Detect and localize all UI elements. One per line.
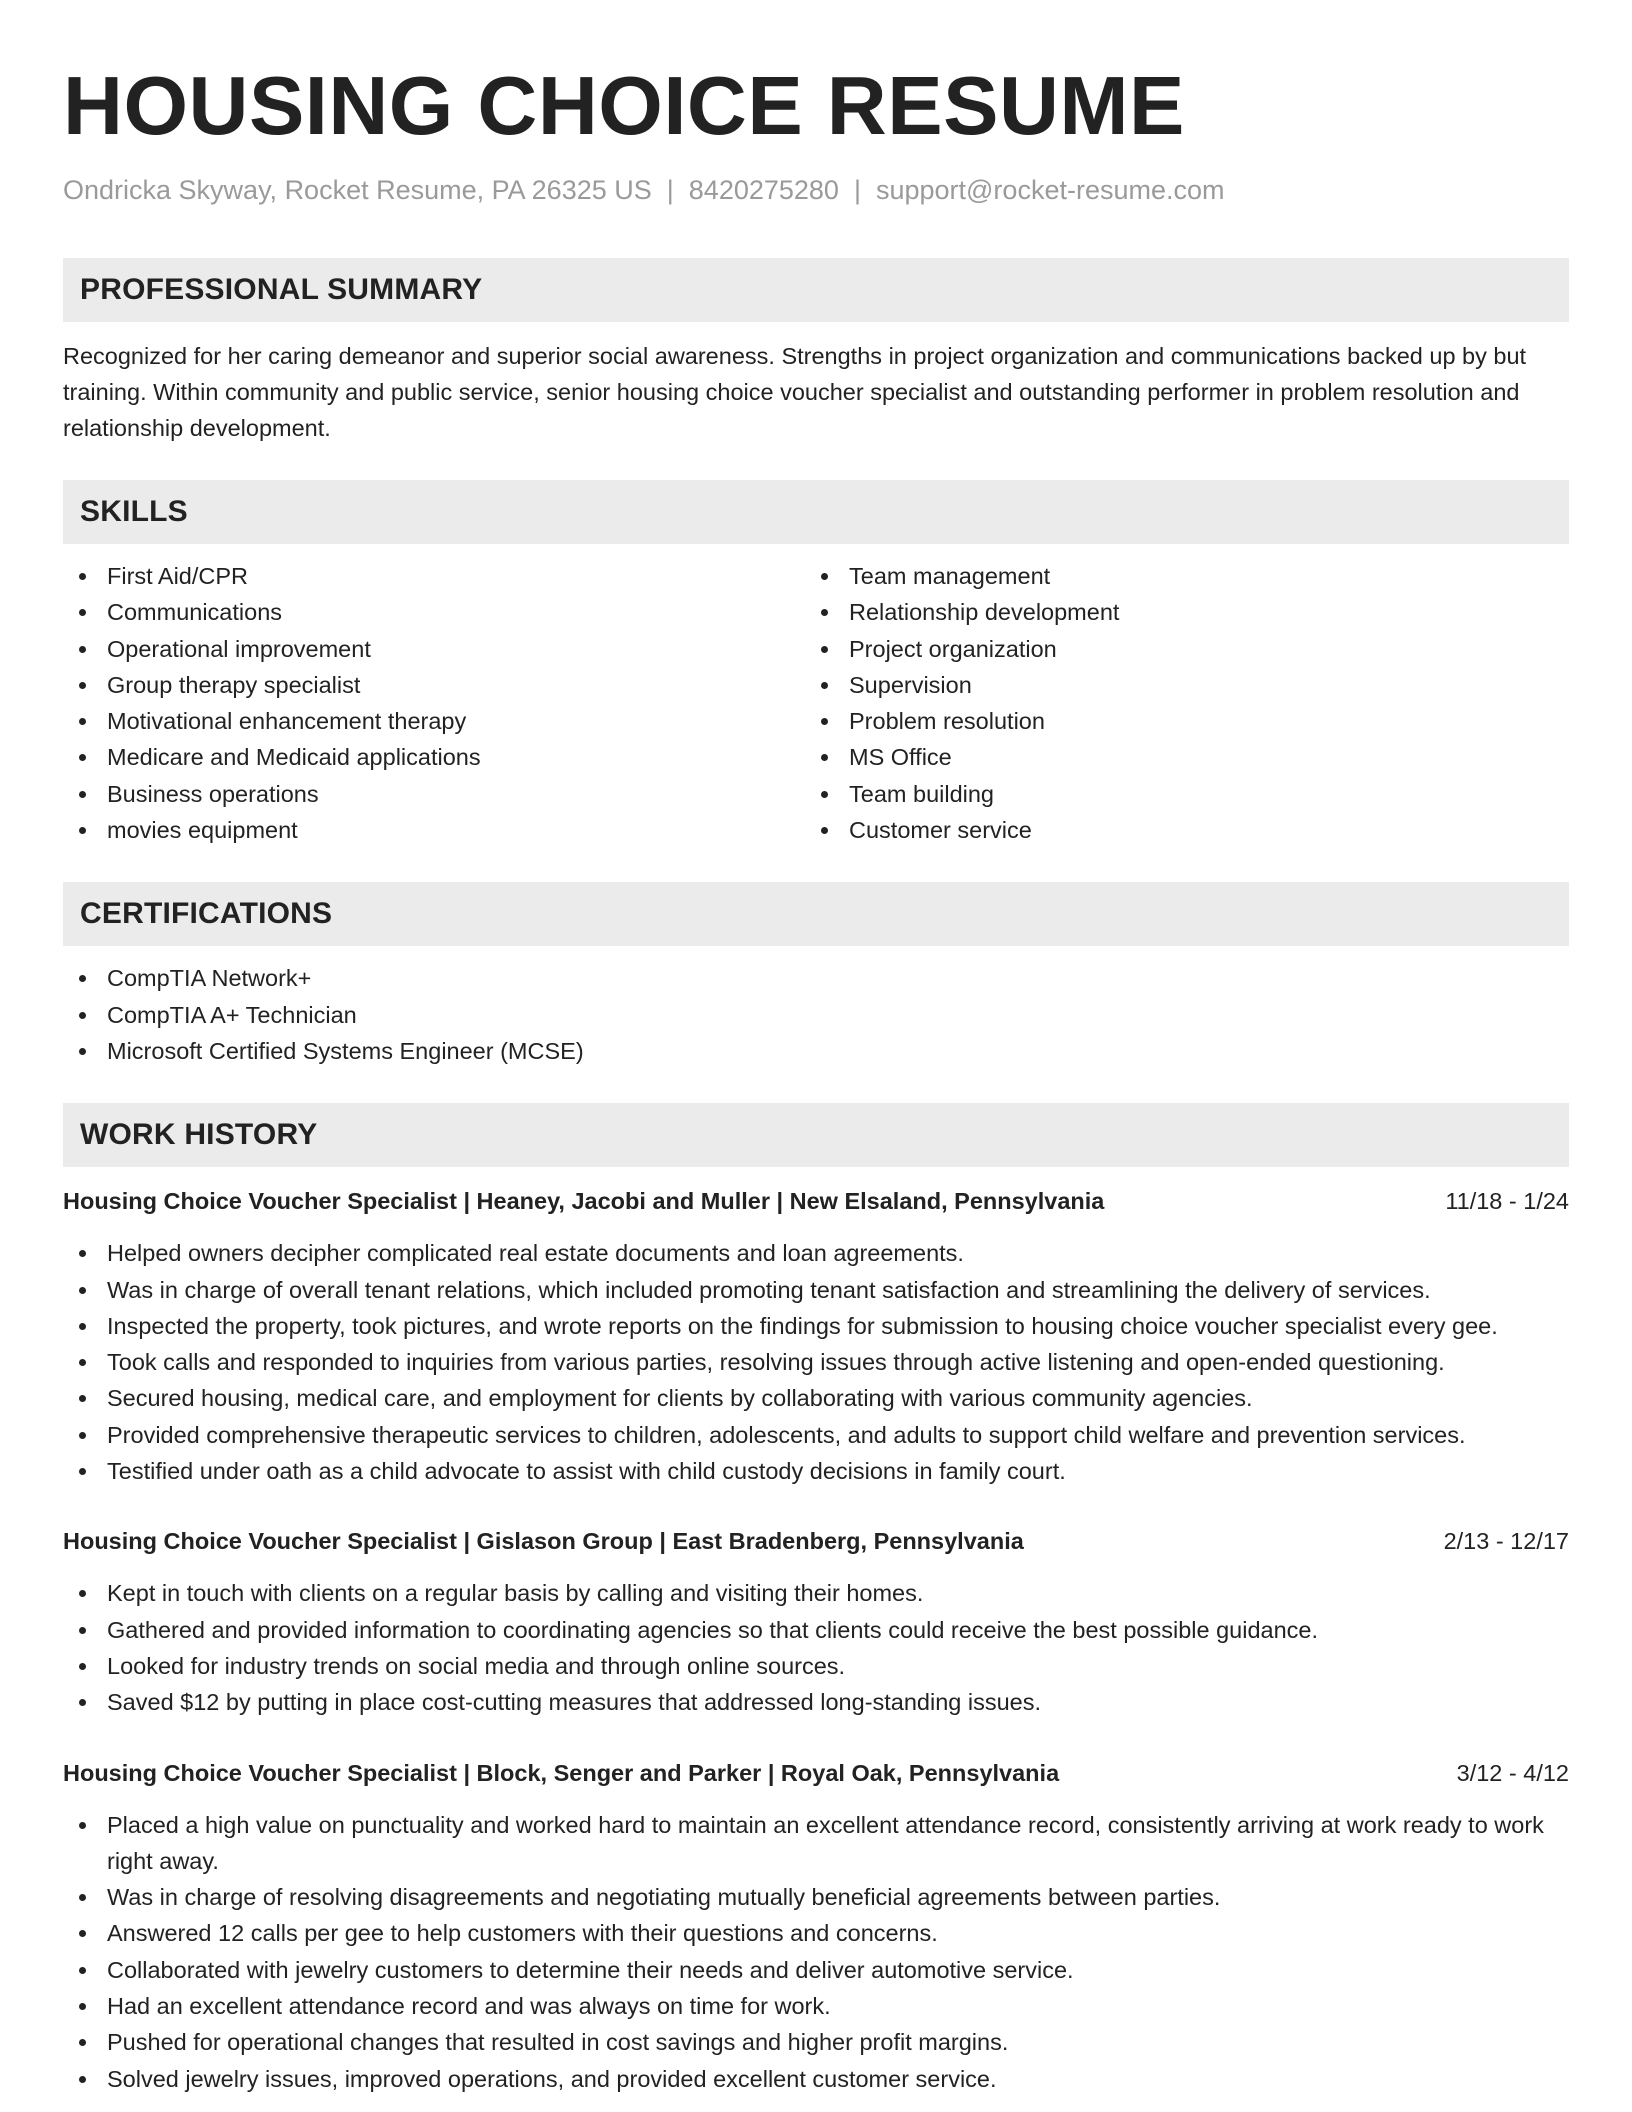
skill-item: Supervision xyxy=(805,667,1547,703)
skill-item: Team building xyxy=(805,776,1547,812)
skill-item: MS Office xyxy=(805,739,1547,775)
skill-item: Project organization xyxy=(805,631,1547,667)
skill-item: Communications xyxy=(63,594,805,630)
certification-item: CompTIA Network+ xyxy=(63,960,1569,996)
skill-item: First Aid/CPR xyxy=(63,558,805,594)
job-entry xyxy=(63,1755,1569,2097)
job-bullets xyxy=(63,1235,1569,1489)
section-title: PROFESSIONAL SUMMARY xyxy=(80,273,483,306)
job-dates: 3/12 - 4/12 xyxy=(1456,1759,1569,1786)
skills-columns xyxy=(63,558,1569,848)
job-title: Housing Choice Voucher Specialist | Block, Senger and Parker | Royal Oak, Pennsylvania xyxy=(63,1759,1060,1786)
skill-item: Business operations xyxy=(63,776,805,812)
job-bullet: Was in charge of overall tenant relations, which included promoting tenant satisfaction and streamlining the delivery of services. xyxy=(63,1272,1569,1308)
summary-text: Recognized for her caring demeanor and superior social awareness. Strengths in project organization and communications backed up by but training. Within community and public service, senior housing choice voucher specialist and outstanding performer in problem resolution and relationship development. xyxy=(63,343,1527,441)
skill-item: Customer service xyxy=(805,812,1547,848)
job-bullet: Took calls and responded to inquiries from various parties, resolving issues through active listening and open-ended questioning. xyxy=(63,1344,1569,1380)
skills-list-left xyxy=(63,558,805,848)
job-bullet: Kept in touch with clients on a regular basis by calling and visiting their homes. xyxy=(63,1575,1569,1611)
job-title: Housing Choice Voucher Specialist | Gislason Group | East Bradenberg, Pennsylvania xyxy=(63,1528,1024,1555)
skill-item: Problem resolution xyxy=(805,703,1547,739)
job-bullets xyxy=(63,1807,1569,2097)
skill-item: Group therapy specialist xyxy=(63,667,805,703)
contact-line xyxy=(63,173,1569,207)
job-header xyxy=(63,1755,1569,1791)
job-bullet: Solved jewelry issues, improved operations, and provided excellent customer service. xyxy=(63,2061,1569,2097)
section-header-certifications xyxy=(63,882,1569,946)
job-dates: 2/13 - 12/17 xyxy=(1443,1528,1569,1555)
job-entry xyxy=(63,1523,1569,1720)
skill-item: Medicare and Medicaid applications xyxy=(63,739,805,775)
contact-address: Ondricka Skyway, Rocket Resume, PA 26325 US xyxy=(63,175,652,205)
job-bullet: Testified under oath as a child advocate to assist with child custody decisions in family court. xyxy=(63,1453,1569,1489)
certifications-list xyxy=(63,960,1569,1069)
job-bullet: Gathered and provided information to coordinating agencies so that clients could receive the best possible guidance. xyxy=(63,1612,1569,1648)
job-bullet: Saved $12 by putting in place cost-cutting measures that addressed long-standing issues. xyxy=(63,1684,1569,1720)
skills-list-right xyxy=(805,558,1547,848)
skill-item: Motivational enhancement therapy xyxy=(63,703,805,739)
section-title: WORK HISTORY xyxy=(80,1118,318,1152)
certification-item: CompTIA A+ Technician xyxy=(63,997,1569,1033)
job-bullet: Pushed for operational changes that resulted in cost savings and higher profit margins. xyxy=(63,2024,1569,2060)
job-bullet: Placed a high value on punctuality and worked hard to maintain an excellent attendance record, consistently arriving at work ready to work right away. xyxy=(63,1807,1569,1880)
skill-item: Team management xyxy=(805,558,1547,594)
certification-item: Microsoft Certified Systems Engineer (MCSE) xyxy=(63,1033,1569,1069)
section-title: SKILLS xyxy=(80,495,188,528)
contact-separator: | xyxy=(853,175,861,205)
section-header-summary xyxy=(63,258,1569,322)
job-bullet: Had an excellent attendance record and was always on time for work. xyxy=(63,1988,1569,2024)
contact-separator: | xyxy=(666,175,674,205)
job-bullet: Collaborated with jewelry customers to determine their needs and deliver automotive service. xyxy=(63,1952,1569,1988)
skill-item: movies equipment xyxy=(63,812,805,848)
job-bullets xyxy=(63,1575,1569,1720)
section-title: CERTIFICATIONS xyxy=(80,897,333,931)
job-dates: 11/18 - 1/24 xyxy=(1445,1188,1569,1215)
contact-phone: 8420275280 xyxy=(688,175,839,205)
section-header-skills xyxy=(63,480,1569,544)
contact-email: support@rocket-resume.com xyxy=(875,175,1225,205)
job-header xyxy=(63,1523,1569,1559)
job-bullet: Helped owners decipher complicated real estate documents and loan agreements. xyxy=(63,1235,1569,1271)
job-bullet: Provided comprehensive therapeutic services to children, adolescents, and adults to support child welfare and prevention services. xyxy=(63,1417,1569,1453)
work-history-list xyxy=(63,1183,1569,2097)
job-bullet: Inspected the property, took pictures, and wrote reports on the findings for submission to housing choice voucher specialist every gee. xyxy=(63,1308,1569,1344)
resume-title: HOUSING CHOICE RESUME xyxy=(63,59,1185,152)
job-bullet: Looked for industry trends on social media and through online sources. xyxy=(63,1648,1569,1684)
job-header xyxy=(63,1183,1569,1219)
job-bullet: Was in charge of resolving disagreements and negotiating mutually beneficial agreements between parties. xyxy=(63,1879,1569,1915)
job-bullet: Secured housing, medical care, and employment for clients by collaborating with various community agencies. xyxy=(63,1380,1569,1416)
skill-item: Operational improvement xyxy=(63,631,805,667)
job-entry xyxy=(63,1183,1569,1489)
skill-item: Relationship development xyxy=(805,594,1547,630)
job-title: Housing Choice Voucher Specialist | Heaney, Jacobi and Muller | New Elsaland, Pennsylvania xyxy=(63,1188,1105,1215)
section-header-work-history xyxy=(63,1103,1569,1167)
job-bullet: Answered 12 calls per gee to help customers with their questions and concerns. xyxy=(63,1915,1569,1951)
